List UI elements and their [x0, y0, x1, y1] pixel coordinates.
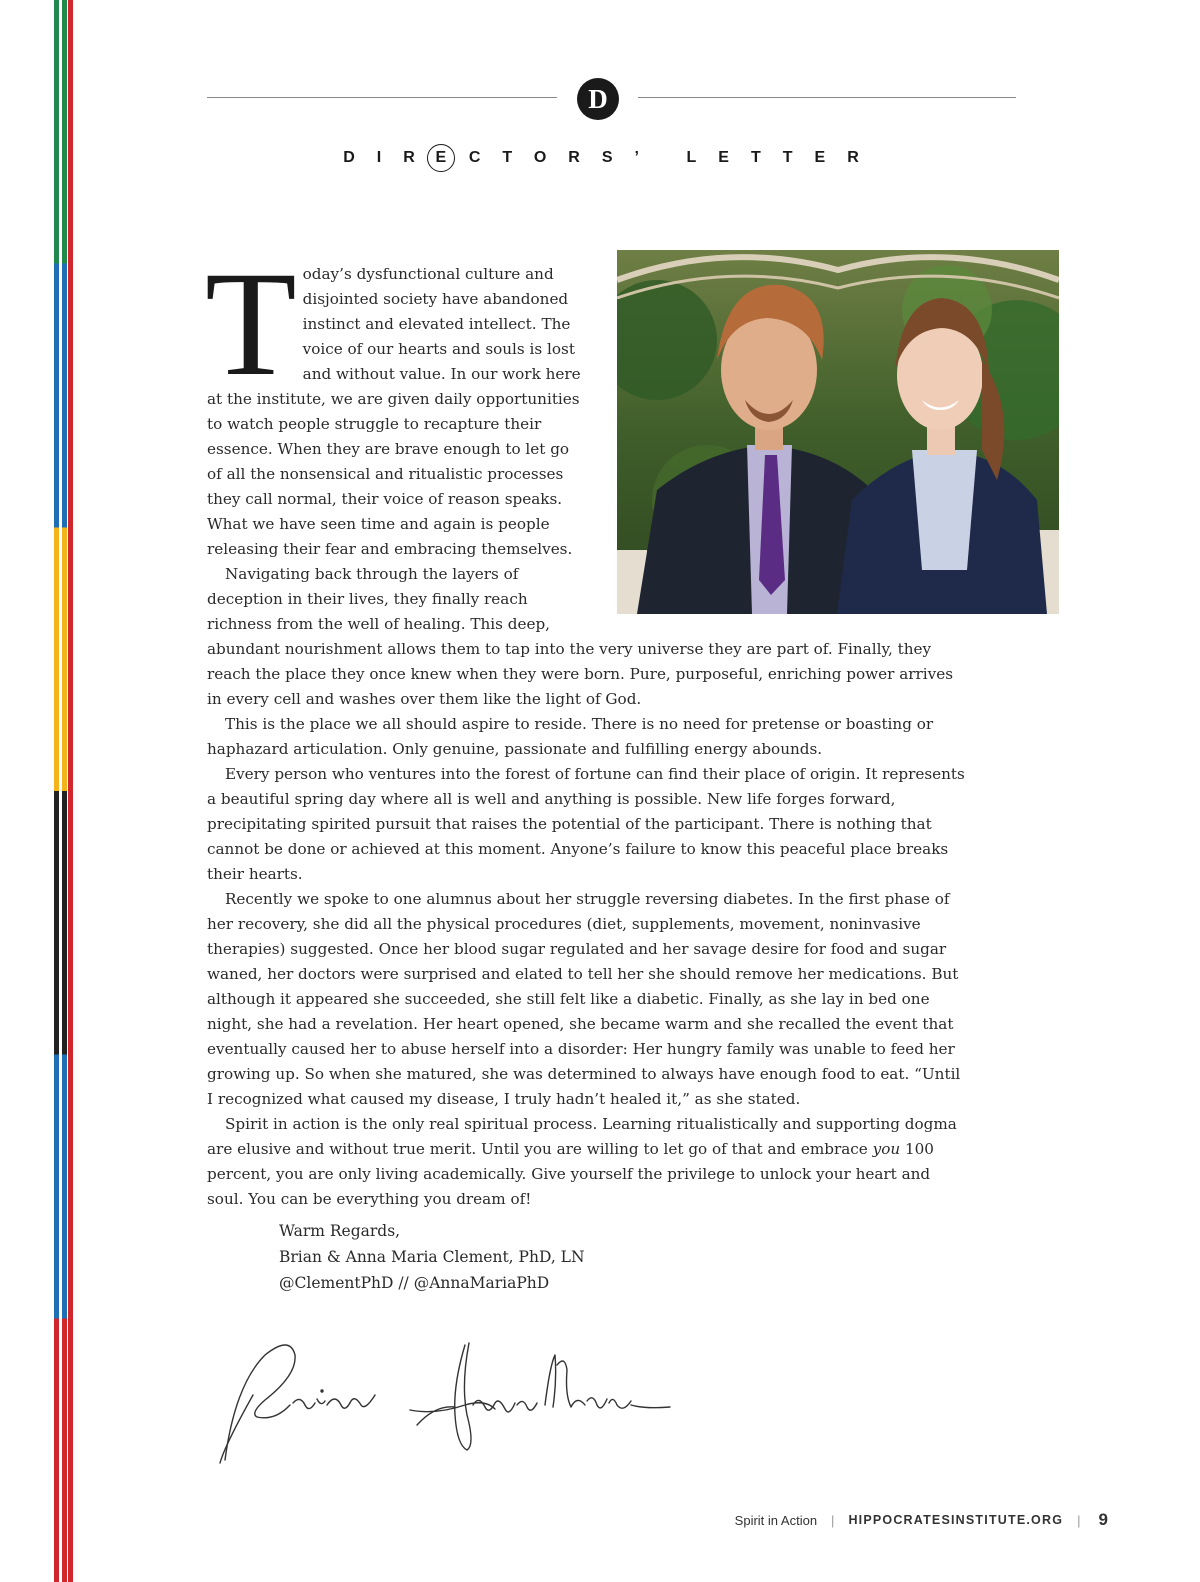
paragraph-6: Spirit in action is the only real spiritual process. Learning ritualistically and supporting dogma are elusive and without true merit. Until you are willing to let go of that and embrace you 100 percent, you are only living academically. Give yourself the privilege to unlock your heart and soul. You can be everything you dream of! — [207, 1115, 957, 1208]
section-title — [207, 144, 1017, 172]
header-rule-left — [207, 97, 557, 98]
page-number: 9 — [1098, 1510, 1108, 1529]
color-bar-right — [68, 0, 73, 1582]
drop-cap: T — [205, 241, 297, 407]
photo-space — [581, 262, 967, 619]
website-link[interactable]: HIPPOCRATESINSTITUTE.ORG — [848, 1513, 1064, 1527]
handwritten-signature — [205, 1325, 675, 1475]
section-title-part-1: DIR — [343, 149, 437, 166]
letter-body — [205, 241, 967, 1212]
color-bar-left — [54, 0, 59, 1582]
paragraph-5: Recently we spoke to one alumnus about her struggle reversing diabetes. In the first phase of her recovery, she did all the physical procedures (diet, supplements, movement, noninvasive therapies) suggested. Once her blood sugar regulated and her savage desire for food and sugar waned, her doctors were surprised and elated to tell her she should remove her medications. But although it appeared she succeeded, she still felt like a diabetic. Finally, as she lay in bed one night, she had a revelation. Her heart opened, she became warm and she recalled the event that eventually caused her to abuse herself into a disorder: Her hungry family was unable to feed her growing up. So when she matured, she was determined to always have enough food to eat. “Until I recognized what caused my disease, I truly hadn’t healed it,” as she stated. — [207, 890, 961, 1108]
signoff — [279, 1218, 585, 1296]
section-title-circled-letter: E — [427, 144, 455, 172]
paragraph-2: Navigating back through the layers of deception in their lives, they finally reach richness from the well of healing. This deep, abundant nourishment allows them to tap into the very universe they are part of. Finally, they reach the place they once knew when they were born. Pure, purposeful, enriching power arrives in every cell and washes over them like the light of God. — [207, 565, 954, 708]
emphasis-you: you — [872, 1140, 901, 1158]
footer-separator-2: | — [1077, 1512, 1081, 1528]
paragraph-4: Every person who ventures into the forest of fortune can find their place of origin. It represents a beautiful spring day where all is well and anything is possible. New life forges forward, precipitating spirited pursuit that raises the potential of the participant. There is nothing that cannot be done or achieved at this moment. Anyone’s failure to know this peaceful place breaks their hearts. — [207, 765, 965, 883]
closing: Warm Regards, — [279, 1222, 401, 1240]
page-footer — [735, 1510, 1108, 1530]
paragraph-3: This is the place we all should aspire to reside. There is no need for pretense or boasting or haphazard articulation. Only genuine, passionate and fulfilling energy abounds. — [207, 715, 934, 758]
section-title-part-2: CTORS’ LETTER — [468, 149, 881, 166]
header-rule-right — [638, 97, 1016, 98]
social-handles: @ClementPhD // @AnnaMariaPhD — [279, 1274, 550, 1292]
footer-separator: | — [831, 1512, 835, 1528]
author-names: Brian & Anna Maria Clement, PhD, LN — [279, 1248, 585, 1266]
paragraph-1: Today’s dysfunctional culture and disjointed society have abandoned instinct and elevated intellect. The voice of our hearts and souls is lost and without value. In our work here at the institute, we are given daily opportunities to watch people struggle to recapture their essence. When they are brave enough to let go of all the nonsensical and ritualistic processes they call normal, their voice of reason speaks. What we have seen time and again is people releasing their fear and embracing themselves. — [205, 241, 581, 558]
signature-text: Brian Anna Maria — [205, 1473, 215, 1474]
color-bar-middle — [62, 0, 67, 1582]
magazine-name: Spirit in Action — [734, 1512, 818, 1528]
section-badge: D — [577, 78, 619, 120]
